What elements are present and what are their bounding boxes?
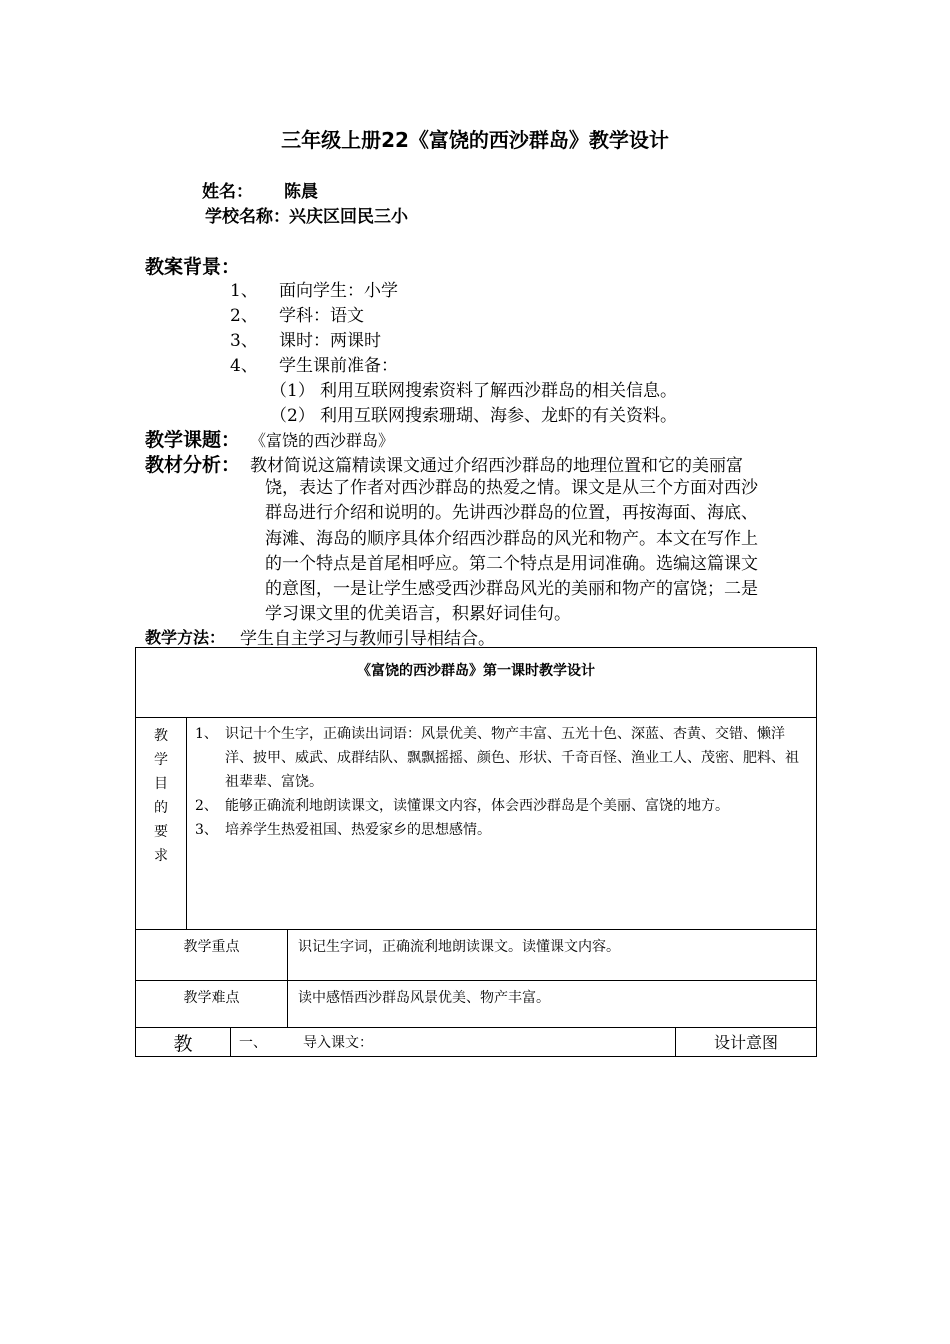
goal-num: 1、 [195,726,218,742]
analysis-line: 群岛进行介绍和说明的。先讲西沙群岛的位置，再按海面、海底、 [265,503,758,524]
background-item-num: 1、 [230,281,258,301]
topic-label: 教学课题： [145,429,241,451]
goal-text: 培养学生热爱祖国、热爱家乡的思想感情。 [225,822,491,838]
difficulty-label: 教学难点 [136,981,288,1028]
prep-item-num: （2） [270,406,315,426]
goal-item [187,818,812,842]
background-item-num: 4、 [230,356,258,376]
method-value: 学生自主学习与教师引导相结合。 [240,629,495,649]
goals-label-char: 目 [154,776,168,792]
key-point-label: 教学重点 [136,930,288,981]
key-point-row [136,930,817,981]
process-step-num: 一、 [239,1035,267,1051]
prep-item-text: 利用互联网搜索珊瑚、海参、龙虾的有关资料。 [320,406,677,426]
background-item-text: 面向学生：小学 [279,281,398,301]
analysis-line: 学习课文里的优美语言，积累好词佳句。 [265,604,571,625]
background-item-text: 学科：语文 [279,306,364,326]
analysis-line: 的意图，一是让学生感受西沙群岛风光的美丽和物产的富饶；二是 [265,579,758,600]
table-title: 《富饶的西沙群岛》第一课时教学设计 [136,648,817,718]
prep-item-text: 利用互联网搜索资料了解西沙群岛的相关信息。 [320,381,677,401]
analysis-line: 海滩、海岛的顺序具体介绍西沙群岛的风光和物产。本文在写作上 [265,528,758,549]
goals-label [136,718,187,930]
goals-label-char: 学 [154,752,168,768]
name-label: 姓名： [202,182,253,202]
process-step [231,1028,676,1057]
goal-text: 能够正确流利地朗读课文，读懂课文内容，体会西沙群岛是个美丽、富饶的地方。 [225,798,729,814]
goal-item [187,722,812,794]
difficulty-row [136,981,817,1028]
prep-item-num: （1） [270,381,315,401]
difficulty-value: 读中感悟西沙群岛风景优美、物产丰富。 [288,981,817,1028]
goal-item [187,794,812,818]
analysis-line: 的一个特点是首尾相呼应。第二个特点是用词准确。选编这篇课文 [265,553,758,574]
table-title-row [136,648,817,718]
analysis-label: 教材分析： [145,454,241,476]
key-point-value: 识记生字词，正确流利地朗读课文。读懂课文内容。 [288,930,817,981]
goal-num: 3、 [195,822,218,838]
topic-value: 《富饶的西沙群岛》 [250,431,395,450]
method-label: 教学方法： [145,628,226,647]
goals-label-char: 要 [154,824,168,840]
background-item-text: 学生课前准备： [279,356,398,376]
page-title: 三年级上册22《富饶的西沙群岛》教学设计 [281,128,669,152]
goal-num: 2、 [195,798,218,814]
goals-content [187,718,817,930]
goals-label-char: 教 [154,728,168,744]
analysis-line: 饶，表达了作者对西沙群岛的热爱之情。课文是从三个方面对西沙 [265,478,758,498]
school-label: 学校名称： [205,207,290,227]
school-value: 兴庆区回民三小 [289,207,408,227]
background-item-num: 2、 [230,306,258,326]
analysis-paragraph [265,476,810,628]
lesson-plan-table [135,647,817,1057]
goals-row [136,718,817,930]
background-item-text: 课时：两课时 [279,331,381,351]
background-heading: 教案背景： [145,256,241,278]
process-step-text: 导入课文： [303,1035,373,1051]
goals-label-char: 求 [154,848,168,864]
design-intent-label: 设计意图 [676,1028,817,1057]
process-row [136,1028,817,1057]
name-value: 陈晨 [284,182,318,202]
process-label: 教 [136,1028,231,1057]
goal-text: 识记十个生字，正确读出词语：风景优美、物产丰富、五光十色、深蓝、杏黄、交错、懒洋洋、披甲、威武、成群结队、飘飘摇摇、颜色、形状、千奇百怪、渔业工人、茂密、肥料、祖祖辈辈、富饶。 [225,726,799,790]
analysis-line: 教材简说这篇精读课文通过介绍西沙群岛的地理位置和它的美丽富 [250,456,743,476]
goals-label-char: 的 [154,800,168,816]
background-item-num: 3、 [230,331,258,351]
